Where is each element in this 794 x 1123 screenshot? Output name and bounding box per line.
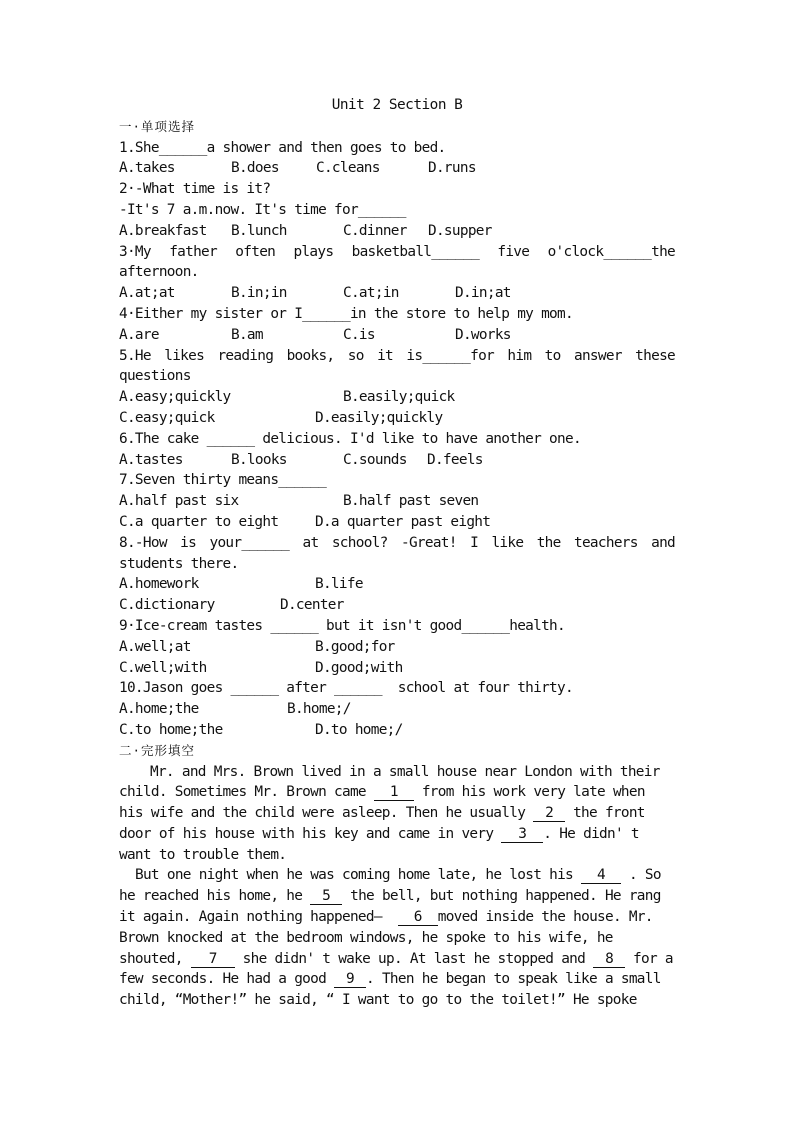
option-c: C.sounds — [343, 451, 407, 468]
question-5-stem-line2: questions — [119, 368, 191, 385]
option-a: A.are — [119, 326, 159, 343]
question-2-options — [119, 221, 675, 242]
cloze-text: he reached his home, he — [119, 888, 311, 905]
option-a: A.well;at — [119, 638, 191, 655]
option-b: B.looks — [231, 451, 287, 468]
option-b: B.does — [231, 160, 279, 177]
option-d: D.supper — [428, 222, 492, 239]
option-b: B.easily;quick — [343, 389, 455, 406]
cloze-line — [119, 928, 675, 949]
cloze-line — [119, 969, 675, 990]
question-10-options-row2 — [119, 720, 675, 741]
option-a: A.half past six — [119, 493, 239, 510]
cloze-text: moved inside the house. Mr. — [437, 909, 653, 926]
cloze-line — [119, 865, 675, 886]
question-5-stem: 5.He likes reading books, so it is______for him to answer these — [119, 347, 675, 364]
question-3-stem-line2: afternoon. — [119, 264, 199, 281]
option-b: B.in;in — [231, 285, 287, 302]
section-heading-cloze: 二·完形填空 — [119, 742, 196, 758]
option-c: C.to home;the — [119, 721, 223, 738]
option-d: D.works — [455, 326, 511, 343]
question-9-options-row2 — [119, 658, 675, 679]
question-4-options — [119, 325, 675, 346]
question-7-stem: 7.Seven thirty means______ — [119, 472, 327, 489]
blank-8: 8 — [593, 951, 625, 968]
blank-7: 7 — [191, 951, 235, 968]
cloze-line — [119, 990, 675, 1011]
option-b: B.good;for — [315, 638, 395, 655]
option-a: A.tastes — [119, 451, 183, 468]
option-c: C.well;with — [119, 659, 207, 676]
question-3-stem: 3·My father often plays basketball______ five o'clock______the — [119, 243, 675, 260]
cloze-text: his wife and the child were asleep. Then he usually — [119, 805, 534, 822]
cloze-line — [119, 824, 675, 845]
question-5-options-row1 — [119, 387, 675, 408]
cloze-line — [119, 803, 675, 824]
question-8-stem-line2: students there. — [119, 555, 239, 572]
cloze-text: child. Sometimes Mr. Brown came — [119, 784, 374, 801]
question-10-stem: 10.Jason goes ______ after ______ school at four thirty. — [119, 680, 573, 697]
option-b: B.half past seven — [343, 493, 479, 510]
option-b: B.home;/ — [287, 701, 351, 718]
question-2-stem: 2·-What time is it? — [119, 181, 271, 198]
option-c: C.at;in — [343, 285, 399, 302]
option-c: C.dinner — [343, 222, 407, 239]
cloze-text: want to trouble them. — [119, 846, 287, 863]
question-6-options — [119, 450, 675, 471]
blank-9: 9 — [334, 971, 366, 988]
option-c: C.a quarter to eight — [119, 513, 279, 530]
option-a: A.at;at — [119, 285, 175, 302]
option-d: D.easily;quickly — [315, 409, 443, 426]
cloze-text: from his work very late when — [413, 784, 645, 801]
question-10-options-row1 — [119, 699, 675, 720]
cloze-text: . He didn' t — [543, 825, 639, 842]
page-title: Unit 2 Section B — [331, 97, 463, 113]
cloze-text: But one night when he was coming home late, he lost his — [135, 867, 581, 884]
cloze-text: child, “Mother!” he said, “ I want to go to the toilet!” He spoke — [119, 992, 637, 1009]
question-5-options-row2 — [119, 408, 675, 429]
question-9-stem: 9·Ice-cream tastes ______ but it isn't good______health. — [119, 617, 565, 634]
blank-4: 4 — [581, 867, 621, 884]
cloze-text: shouted, — [119, 950, 191, 967]
option-d: D.feels — [427, 451, 483, 468]
cloze-text: for a — [625, 950, 673, 967]
cloze-line — [119, 949, 675, 970]
cloze-text: she didn' t wake up. At last he stopped and — [234, 950, 594, 967]
option-a: A.breakfast — [119, 222, 207, 239]
cloze-line — [119, 886, 675, 907]
option-d: D.a quarter past eight — [315, 513, 491, 530]
question-4-stem: 4·Either my sister or I______in the store to help my mom. — [119, 305, 573, 322]
blank-1: 1 — [374, 784, 414, 801]
option-c: C.is — [343, 326, 375, 343]
cloze-line — [119, 845, 675, 866]
question-9-options-row1 — [119, 637, 675, 658]
option-b: B.lunch — [231, 222, 287, 239]
section-heading-multiple-choice: 一·单项选择 — [119, 118, 196, 134]
question-8-stem: 8.-How is your______ at school? -Great! I like the teachers and — [119, 534, 675, 551]
blank-5: 5 — [310, 888, 342, 905]
cloze-text: the bell, but nothing happened. He rang — [342, 888, 661, 905]
blank-2: 2 — [533, 805, 565, 822]
cloze-line — [119, 782, 675, 803]
cloze-text: Brown knocked at the bedroom windows, he spoke to his wife, he — [119, 929, 613, 946]
worksheet — [119, 95, 675, 1011]
option-a: A.homework — [119, 576, 199, 593]
option-c: C.easy;quick — [119, 409, 215, 426]
cloze-text: Mr. and Mrs. Brown lived in a small house near London with their — [150, 763, 660, 780]
option-d: D.runs — [428, 160, 476, 177]
cloze-line — [119, 907, 675, 928]
option-b: B.life — [315, 576, 363, 593]
cloze-text: . Then he began to speak like a small — [366, 971, 661, 988]
question-8-options-row1 — [119, 574, 675, 595]
question-8-options-row2 — [119, 595, 675, 616]
cloze-line — [119, 762, 675, 783]
question-6-stem: 6.The cake ______ delicious. I'd like to have another one. — [119, 430, 581, 447]
option-a: A.home;the — [119, 701, 199, 718]
blank-3: 3 — [501, 826, 543, 843]
option-b: B.am — [231, 326, 263, 343]
question-3-options — [119, 283, 675, 304]
question-7-options-row1 — [119, 491, 675, 512]
option-d: D.good;with — [315, 659, 403, 676]
cloze-text: the front — [565, 805, 645, 822]
option-a: A.takes — [119, 160, 175, 177]
question-2-stem-line2: -It's 7 a.m.now. It's time for______ — [119, 201, 406, 218]
option-d: D.in;at — [455, 285, 511, 302]
option-c: C.dictionary — [119, 597, 215, 614]
option-a: A.easy;quickly — [119, 389, 231, 406]
option-c: C.cleans — [316, 160, 380, 177]
cloze-text: it again. Again nothing happened— — [119, 909, 398, 926]
option-d: D.to home;/ — [315, 721, 403, 738]
cloze-text: few seconds. He had a good — [119, 971, 335, 988]
question-1-stem: 1.She______a shower and then goes to bed. — [119, 139, 446, 156]
question-7-options-row2 — [119, 512, 675, 533]
question-1-options — [119, 158, 675, 179]
cloze-text: door of his house with his key and came in very — [119, 825, 502, 842]
option-d: D.center — [280, 597, 344, 614]
cloze-text: . So — [620, 867, 661, 884]
blank-6: 6 — [398, 909, 438, 926]
